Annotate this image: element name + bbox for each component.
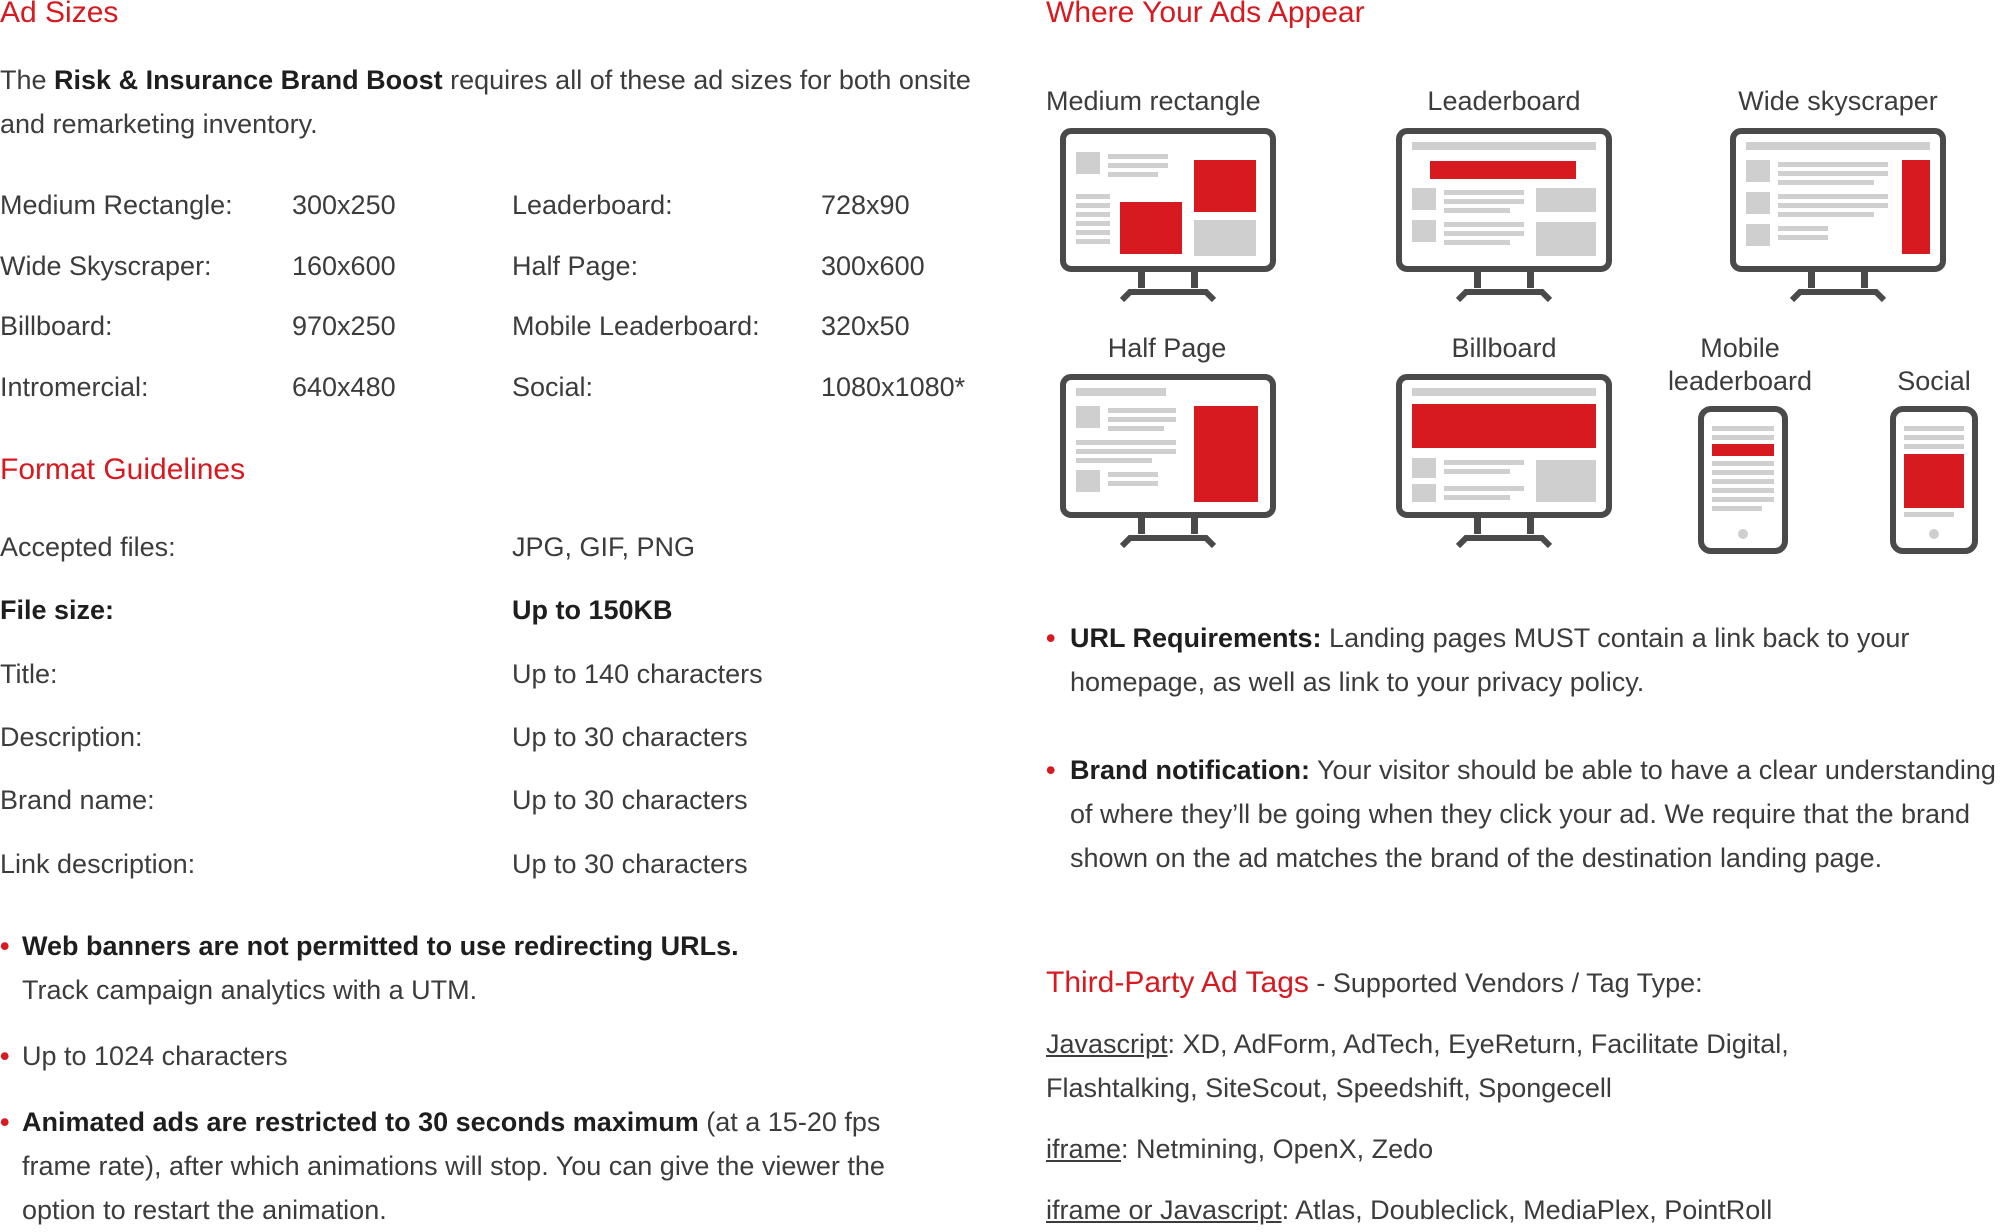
size-value: 300x600 bbox=[821, 251, 925, 281]
size-label: Half Page: bbox=[512, 251, 639, 281]
phone-social-icon bbox=[1890, 406, 1978, 554]
size-label: Intromercial: bbox=[0, 372, 149, 402]
format-label: File size: bbox=[0, 595, 115, 625]
format-label: Description: bbox=[0, 722, 143, 752]
format-label: Accepted files: bbox=[0, 532, 176, 562]
monitor-half-page-icon bbox=[1060, 374, 1276, 552]
format-bullet: • Up to 1024 characters bbox=[0, 1034, 960, 1078]
size-value: 640x480 bbox=[292, 372, 396, 402]
label-medium-rectangle: Medium rectangle bbox=[1046, 86, 1261, 116]
label-billboard: Billboard bbox=[1451, 333, 1557, 363]
label-wide-skyscraper: Wide skyscraper bbox=[1738, 86, 1938, 116]
format-value: Up to 140 characters bbox=[512, 659, 763, 689]
tag-iframe: iframe: Netmining, OpenX, Zedo bbox=[1046, 1134, 1434, 1164]
bullet-dot: • bbox=[0, 931, 10, 961]
phone-mobile-leaderboard-icon bbox=[1698, 406, 1788, 554]
size-label: Medium Rectangle: bbox=[0, 190, 233, 220]
ad-sizes-heading: Ad Sizes bbox=[0, 0, 119, 29]
format-bullet: • Web banners are not permitted to use redirecting URLs. Track campaign analytics with a UTM. bbox=[0, 924, 960, 1012]
size-label: Billboard: bbox=[0, 311, 113, 341]
label-half-page: Half Page bbox=[1107, 333, 1227, 363]
format-label: Brand name: bbox=[0, 785, 155, 815]
brand-boost-name: Risk & Insurance Brand Boost bbox=[54, 65, 443, 95]
format-value: JPG, GIF, PNG bbox=[512, 532, 696, 562]
monitor-wide-skyscraper-icon bbox=[1730, 128, 1946, 306]
brand-notification-bullet: • Brand notification: Your visitor should be able to have a clear understanding of where they’ll be going when they click your ad. We require that the brand shown on the ad matches the brand of the destination landing page. bbox=[1046, 748, 1996, 880]
format-label: Link description: bbox=[0, 849, 196, 879]
size-label: Wide Skyscraper: bbox=[0, 251, 212, 281]
size-label: Mobile Leaderboard: bbox=[512, 311, 760, 341]
where-ads-appear-heading: Where Your Ads Appear bbox=[1046, 0, 1365, 29]
label-mobile-leaderboard-1: Mobile bbox=[1700, 333, 1780, 363]
format-label: Title: bbox=[0, 659, 58, 689]
monitor-billboard-icon bbox=[1396, 374, 1612, 552]
url-requirements-bullet: • URL Requirements: Landing pages MUST contain a link back to your homepage, as well as link to your privacy policy. bbox=[1046, 616, 1996, 704]
size-value: 160x600 bbox=[292, 251, 396, 281]
bullet-dot: • bbox=[1046, 623, 1056, 653]
size-value: 300x250 bbox=[292, 190, 396, 220]
format-value: Up to 30 characters bbox=[512, 722, 748, 752]
tag-javascript: Javascript: XD, AdForm, AdTech, EyeReturn, Facilitate Digital, Flashtalking, SiteScout, Speedshift, Spongecell bbox=[1046, 1029, 1789, 1103]
bullet-dot: • bbox=[0, 1041, 10, 1071]
monitor-leaderboard-icon bbox=[1396, 128, 1612, 306]
third-party-heading: Third-Party Ad Tags - Supported Vendors / Tag Type: bbox=[1046, 966, 1703, 999]
label-leaderboard: Leaderboard bbox=[1427, 86, 1581, 116]
bullet-dot: • bbox=[0, 1107, 10, 1137]
format-value: Up to 30 characters bbox=[512, 849, 748, 879]
label-mobile-leaderboard-2: leaderboard bbox=[1667, 366, 1813, 396]
label-social: Social bbox=[1897, 366, 1971, 396]
format-value: Up to 30 characters bbox=[512, 785, 748, 815]
format-guidelines-heading: Format Guidelines bbox=[0, 453, 246, 486]
ad-sizes-intro: The Risk & Insurance Brand Boost requires all of these ad sizes for both onsite and remarketing inventory. bbox=[0, 65, 971, 139]
format-bullet: • Animated ads are restricted to 30 seconds maximum (at a 15-20 fps frame rate), after which animations will stop. You can give the viewer the option to restart the animation. bbox=[0, 1100, 930, 1232]
size-label: Social: bbox=[512, 372, 594, 402]
format-value: Up to 150KB bbox=[512, 595, 673, 625]
size-value: 1080x1080* bbox=[821, 372, 966, 402]
size-value: 970x250 bbox=[292, 311, 396, 341]
size-value: 320x50 bbox=[821, 311, 910, 341]
tag-iframe-or-javascript: iframe or Javascript: Atlas, Doubleclick, MediaPlex, PointRoll bbox=[1046, 1195, 1773, 1225]
size-label: Leaderboard: bbox=[512, 190, 673, 220]
monitor-medium-rectangle-icon bbox=[1060, 128, 1276, 306]
bullet-dot: • bbox=[1046, 755, 1056, 785]
size-value: 728x90 bbox=[821, 190, 910, 220]
